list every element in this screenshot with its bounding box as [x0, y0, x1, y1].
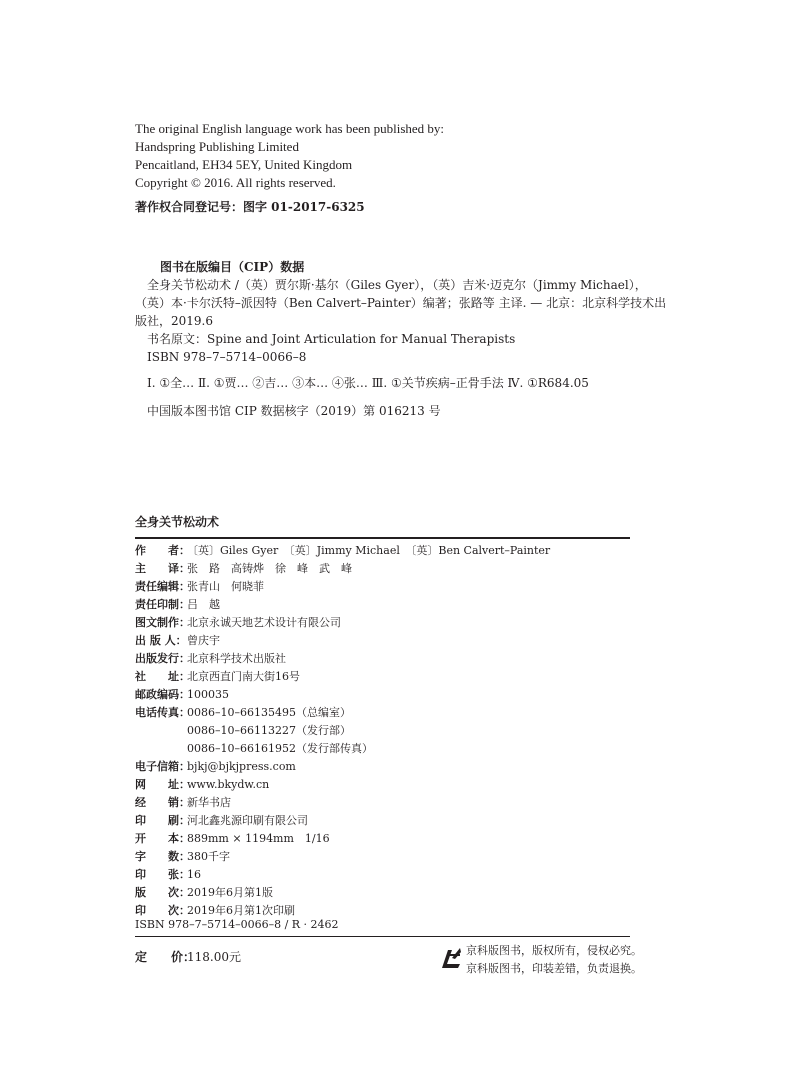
credit-label: 图文制作： [135, 616, 190, 629]
credit-row [135, 704, 351, 722]
credit-row [135, 866, 201, 884]
credit-label: 主 译： [135, 562, 190, 575]
credit-value: 北京科学技术出版社 [187, 652, 286, 665]
credit-value: bjkj@bjkjpress.com [187, 760, 296, 773]
credit-label: 责任编辑： [135, 580, 190, 593]
credit-row [135, 812, 308, 830]
cip-heading: 图书在版编目（CIP）数据 [160, 260, 305, 274]
credit-label: 责任印制： [135, 598, 190, 611]
final-isbn: ISBN 978–7–5714–0066–8 / R · 2462 [135, 918, 339, 931]
credit-row [135, 542, 550, 560]
cip-data-verification: 中国版本图书馆 CIP 数据核字（2019）第 016213 号 [147, 404, 441, 418]
credit-value: www.bkydw.cn [187, 778, 270, 791]
credit-label: 版 次： [135, 886, 190, 899]
credit-label: 作 者： [135, 544, 190, 557]
bottom-rule [135, 936, 630, 937]
credit-row [135, 740, 373, 758]
credit-row [135, 686, 229, 704]
price-value: 118.00元 [187, 950, 241, 964]
cip-original-title: 书名原文：Spine and Joint Articulation for Manual Therapists [147, 332, 516, 346]
credit-value: 北京西直门南大街16号 [187, 670, 300, 683]
credit-label: 印 次： [135, 904, 190, 917]
credit-label: 网 址： [135, 778, 190, 791]
credit-label: 印 张： [135, 868, 190, 881]
credit-label: 经 销： [135, 796, 190, 809]
credit-row [135, 794, 231, 812]
credit-value: 曾庆宇 [187, 634, 220, 647]
publisher-note-line: The original English language work has been published by: [135, 121, 445, 136]
publisher-note-line: Handspring Publishing Limited [135, 139, 299, 154]
credit-label: 字 数： [135, 850, 190, 863]
credit-value: 河北鑫兆源印刷有限公司 [187, 814, 308, 827]
credit-row [135, 758, 296, 776]
cip-classification: Ⅰ. ①全… Ⅱ. ①贾… ②吉… ③本… ④张… Ⅲ. ①关节疾病–正骨手法 Ⅳ. ①R684.05 [147, 376, 589, 390]
credit-row [135, 884, 273, 902]
publisher-note [135, 120, 444, 192]
cip-line: 版社，2019.6 [135, 314, 213, 328]
credit-label: 电子信箱： [135, 760, 190, 773]
credit-value: 北京永诚天地艺术设计有限公司 [187, 616, 341, 629]
credit-row [135, 650, 286, 668]
credit-value: 889mm × 1194mm 1/16 [187, 832, 330, 845]
price-row [135, 948, 241, 966]
credit-row [135, 560, 352, 578]
credit-row [135, 776, 269, 794]
stamp-line: 京科版图书，印装差错，负责退换。 [466, 962, 642, 975]
cip-isbn: ISBN 978–7–5714–0066–8 [147, 350, 307, 364]
credit-row [135, 578, 264, 596]
price-label: 定 价： [135, 950, 196, 964]
credit-row [135, 722, 351, 740]
credit-row [135, 632, 220, 650]
credit-row [135, 596, 220, 614]
publisher-note-line: Copyright © 2016. All rights reserved. [135, 175, 336, 190]
credit-label: 印 刷： [135, 814, 190, 827]
credit-value: 2019年6月第1次印刷 [187, 904, 295, 917]
credit-label: 社 址： [135, 670, 190, 683]
publisher-note-line: Pencaitland, EH34 5EY, United Kingdom [135, 157, 353, 172]
credit-value: 吕 越 [187, 598, 220, 611]
top-rule [135, 537, 630, 539]
publisher-logo-icon [440, 946, 462, 974]
credit-label: 出 版 人： [135, 634, 187, 647]
credit-value: 张青山 何晓菲 [187, 580, 264, 593]
cip-line: 全身关节松动术 /（英）贾尔斯·基尔（Giles Gyer），（英）吉米·迈克尔（Jimmy Michael）， [147, 278, 647, 292]
credit-value: 100035 [187, 688, 229, 701]
credit-value: 2019年6月第1版 [187, 886, 273, 899]
credit-value: 0086–10–66135495（总编室） [187, 706, 351, 719]
credit-value: 0086–10–66113227（发行部） [187, 724, 351, 737]
copyright-registration: 著作权合同登记号：图字 01-2017-6325 [135, 200, 365, 214]
credit-row [135, 848, 230, 866]
credit-value: 张 路 高铸烨 徐 峰 武 峰 [187, 562, 352, 575]
credit-label: 邮政编码： [135, 688, 190, 701]
credit-label: 开 本： [135, 832, 190, 845]
credit-value: 〔英〕Giles Gyer 〔英〕Jimmy Michael 〔英〕Ben Calvert–Painter [187, 544, 551, 557]
cip-line: （英）本·卡尔沃特–派因特（Ben Calvert–Painter）编著；张路等 主译. — 北京：北京科学技术出 [135, 296, 667, 310]
credit-value: 16 [187, 868, 201, 881]
stamp-line: 京科版图书，版权所有，侵权必究。 [466, 944, 642, 957]
credit-value: 0086–10–66161952（发行部传真） [187, 742, 373, 755]
credit-label: 出版发行： [135, 652, 190, 665]
credit-label: 电话传真： [135, 706, 190, 719]
credit-row [135, 668, 300, 686]
book-title: 全身关节松动术 [135, 515, 220, 529]
credit-value: 新华书店 [187, 796, 231, 809]
credit-value: 380千字 [187, 850, 230, 863]
credit-row [135, 614, 341, 632]
credit-row [135, 830, 330, 848]
